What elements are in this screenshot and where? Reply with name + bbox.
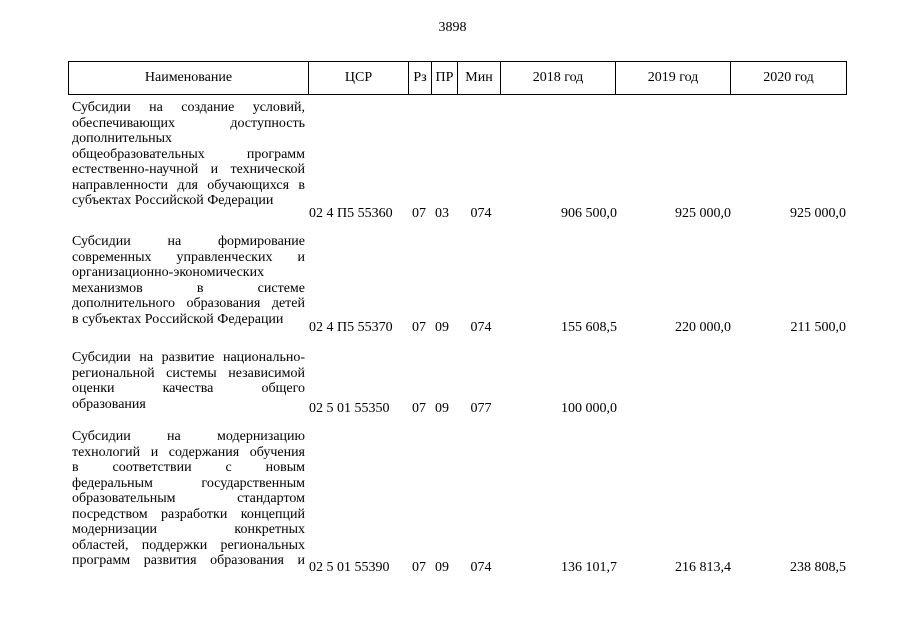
name-line: организационно-экономических [72,265,265,280]
row-2020: 211 500,0 [790,320,846,335]
header-name: Наименование [69,62,309,94]
name-line: модернизации конкретных [72,522,305,537]
name-line: Субсидии на формирование [72,234,305,249]
row-pr: 03 [435,206,449,221]
name-line: образовательным стандартом [72,491,305,506]
name-line: в соответствии с новым [72,460,305,475]
name-line: дополнительных [72,131,173,146]
table-header [68,61,847,95]
row-name [72,350,305,412]
row-min: 077 [470,401,492,416]
row-min: 074 [470,320,492,335]
name-line: областей, поддержки региональных [72,537,305,553]
page-number: 3898 [438,20,467,35]
row-csr: 02 5 01 55390 [309,560,390,575]
row-2020: 925 000,0 [790,206,846,221]
row-2018: 100 000,0 [561,401,617,416]
row-csr: 02 4 П5 55370 [309,320,393,335]
name-line: естественно-научной и технической [72,162,305,177]
name-line: Субсидии на создание условий, [72,100,305,115]
header-2018: 2018 год [501,62,616,94]
name-line: современных управленческих и [72,249,305,265]
header-min: Мин [458,62,501,94]
header-pr: ПР [432,62,458,94]
row-csr: 02 5 01 55350 [309,401,390,416]
name-line: направленности для обучающихся в [72,177,305,193]
name-line: федеральным государственным [72,475,305,491]
name-line: механизмов в системе [72,280,305,296]
name-line: субъектах Российской Федерации [72,193,274,208]
name-line: программ развития образования и [72,553,305,568]
row-min: 074 [470,560,492,575]
header-2020: 2020 год [763,70,814,85]
name-line: обеспечивающих доступность [72,115,305,131]
row-2019: 220 000,0 [675,320,731,335]
row-rz: 07 [412,401,426,416]
name-line: Субсидии на развитие национально- [72,350,305,365]
name-line: технологий и содержания обучения [72,444,305,460]
row-name [72,100,305,209]
row-rz: 07 [412,320,426,335]
row-rz: 07 [412,206,426,221]
row-name [72,429,305,569]
row-pr: 09 [435,401,449,416]
row-pr: 09 [435,560,449,575]
row-2019: 216 813,4 [675,560,731,575]
name-line: посредством разработки концепций [72,506,305,522]
name-line: региональной системы независимой [72,365,305,381]
row-rz: 07 [412,560,426,575]
row-2020: 238 808,5 [790,560,846,575]
header-2019: 2019 год [616,62,731,94]
name-line: общеобразовательных программ [72,146,305,162]
name-line: оценки качества общего [72,381,305,396]
row-2018: 136 101,7 [561,560,617,575]
name-line: Субсидии на модернизацию [72,429,305,444]
row-2018: 906 500,0 [561,206,617,221]
header-rz: Рз [409,62,432,94]
row-min: 074 [470,206,492,221]
name-line: дополнительного образования детей [72,296,305,311]
name-line: образования [72,396,146,412]
row-pr: 09 [435,320,449,335]
header-csr: ЦСР [309,62,409,94]
row-2019: 925 000,0 [675,206,731,221]
row-name [72,234,305,327]
row-2018: 155 608,5 [561,320,617,335]
name-line: в субъектах Российской Федерации [72,311,284,327]
row-csr: 02 4 П5 55360 [309,206,393,221]
